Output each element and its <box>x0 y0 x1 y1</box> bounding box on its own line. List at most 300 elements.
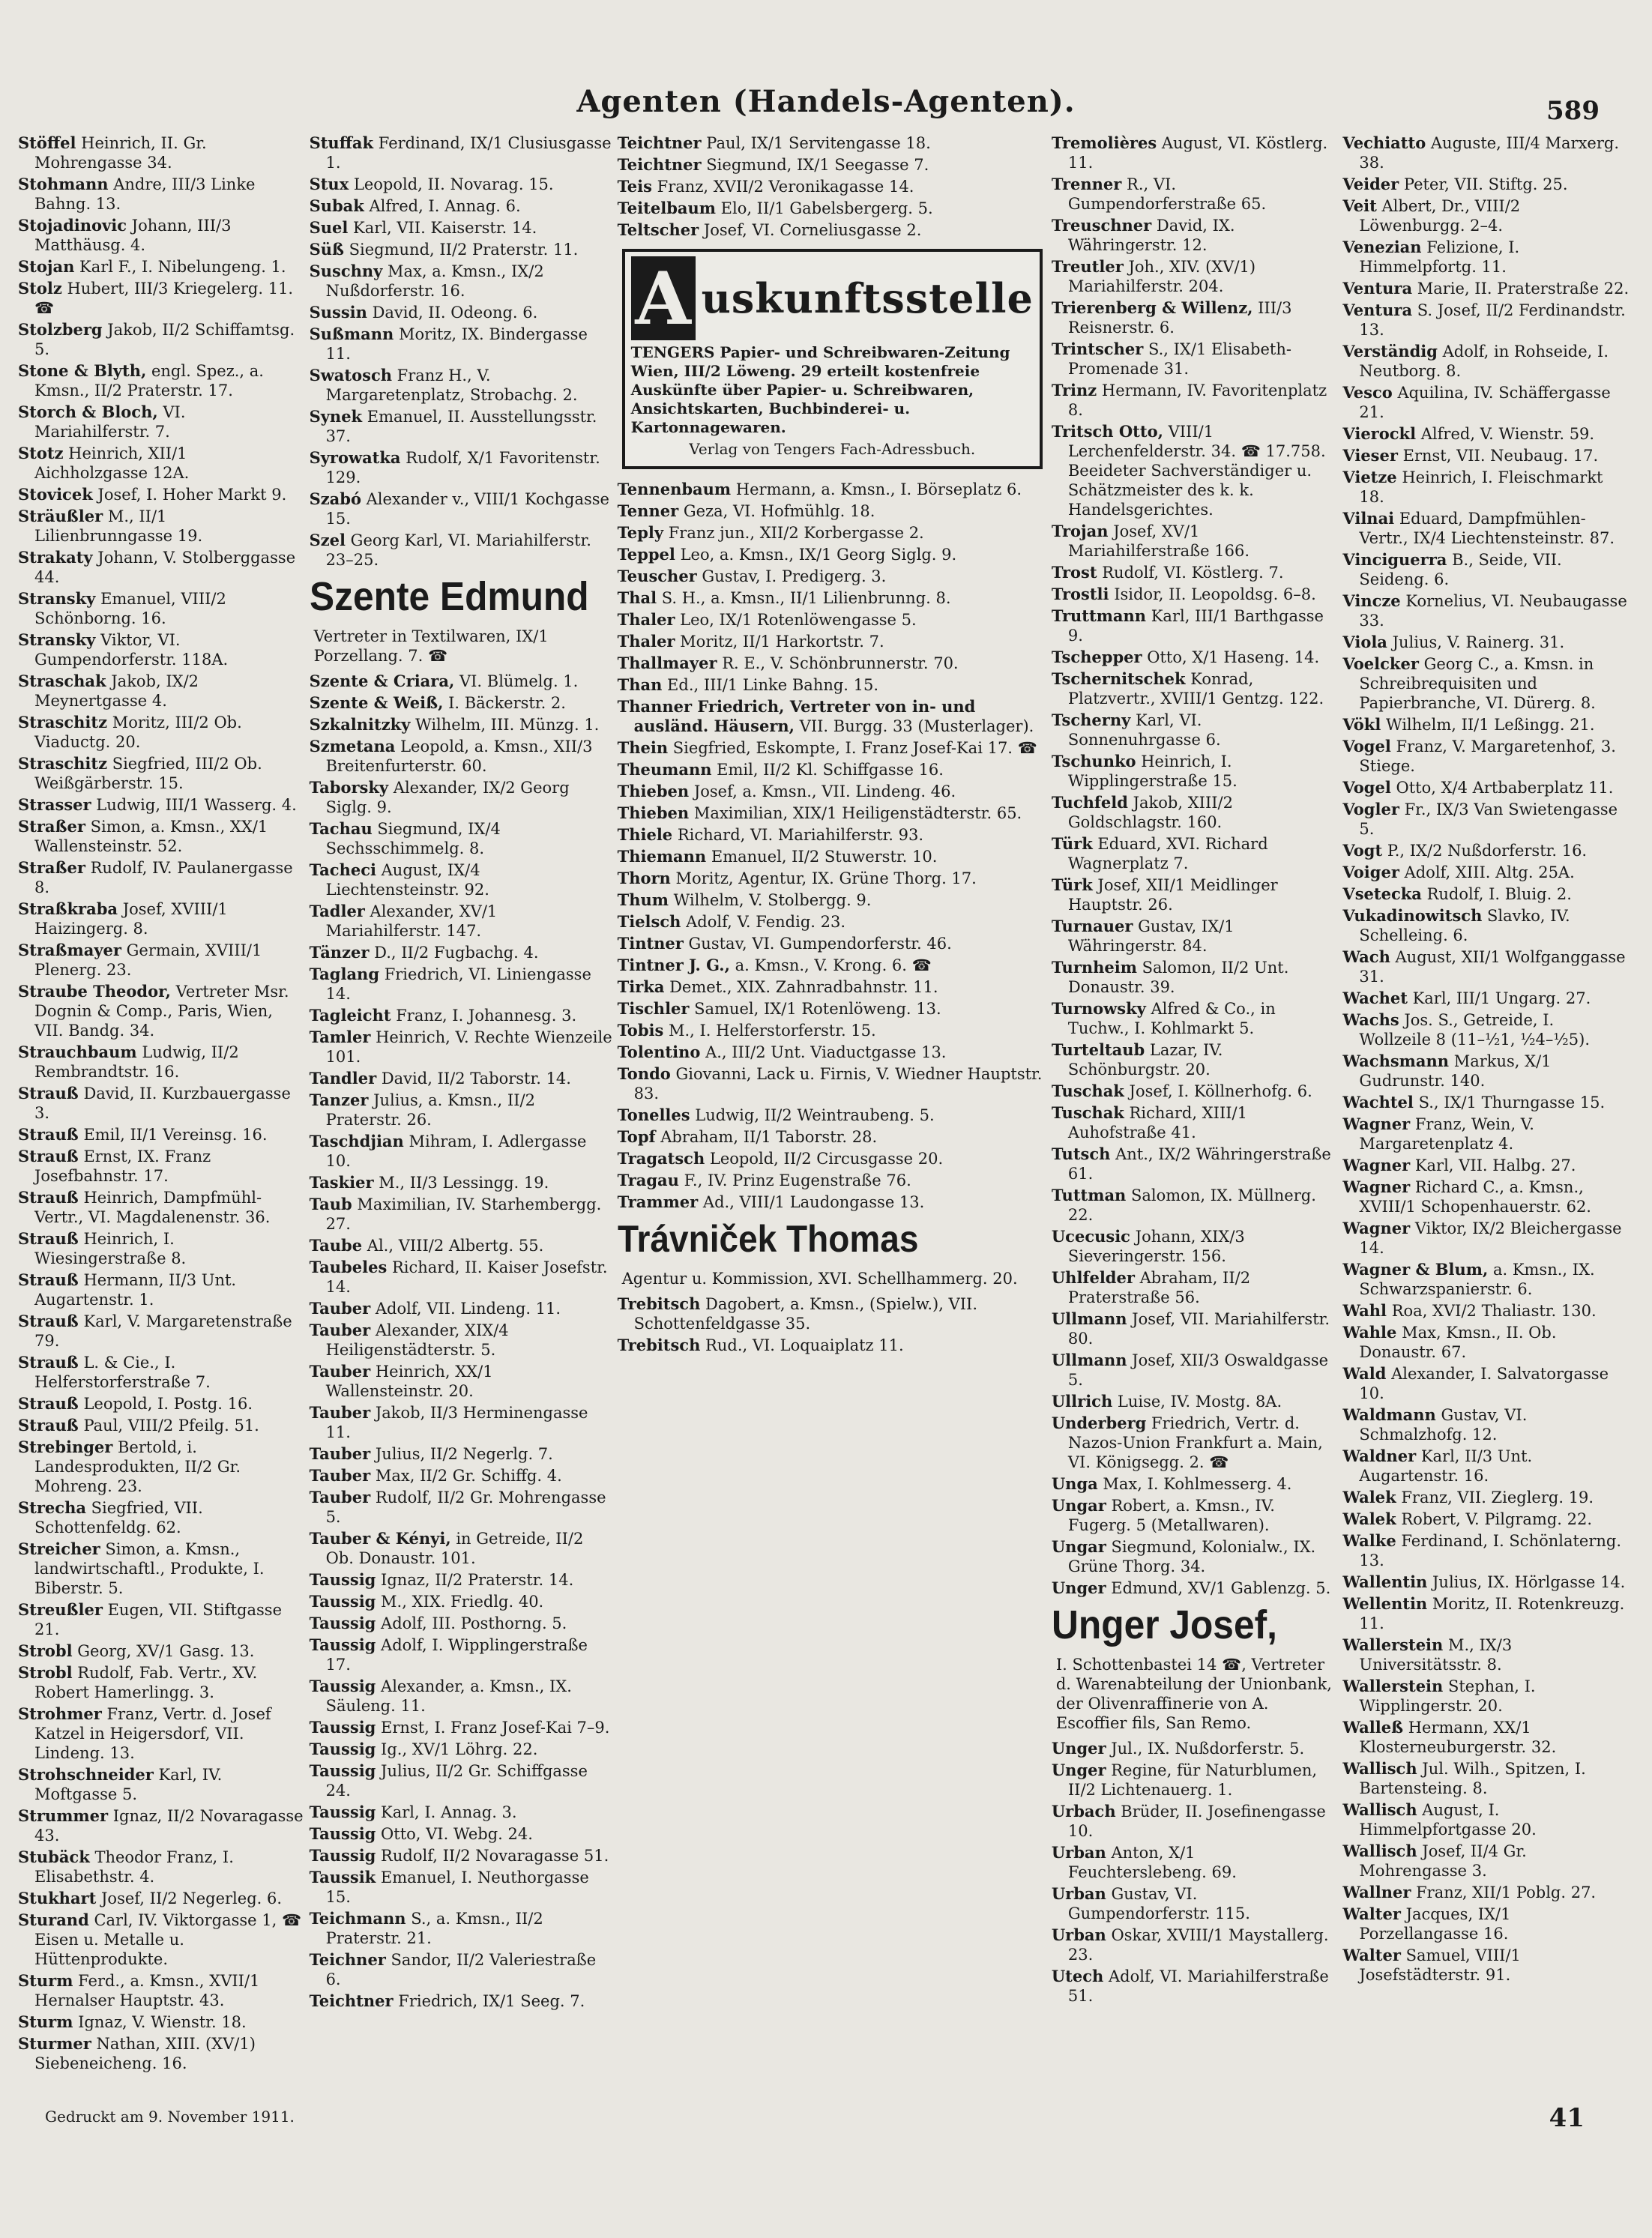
directory-entry <box>310 1529 613 1568</box>
entry-name: Teppel <box>617 545 675 564</box>
directory-entry <box>1052 1351 1339 1390</box>
entry-name: Subak <box>309 196 364 215</box>
entry-details: Konrad, Platzvertr., XVIII/1 Gentzg. 122. <box>1067 670 1324 708</box>
entry-details: Eduard, Dampfmühlen-Vertr., IX/4 Liechtensteinstr. 87. <box>1359 510 1615 547</box>
entry-details: Samuel, IX/1 Rotenlöweng. 13. <box>689 1000 941 1018</box>
entry-details: Heinrich, II. Gr. Mohrengasse 34. <box>34 134 207 172</box>
directory-entry <box>1342 841 1630 860</box>
entry-name: Sußmann <box>309 325 394 343</box>
entry-details: Abraham, II/1 Taborstr. 28. <box>655 1128 878 1146</box>
entry-details: Karl, VI. Sonnenuhrgasse 6. <box>1067 711 1221 749</box>
entry-name: Tauber <box>309 1403 371 1422</box>
directory-entry <box>1052 711 1339 749</box>
entry-details: Brüder, II. Josefinengasse 10. <box>1067 1803 1326 1840</box>
entry-name: Tauber <box>309 1362 371 1381</box>
directory-entry <box>1052 1186 1339 1225</box>
entry-name: Urban <box>1051 1925 1106 1944</box>
entry-details: Gustav, VI. Schmalzhofg. 12. <box>1359 1406 1528 1444</box>
entry-name: Taussig <box>309 1718 376 1737</box>
entry-name: Treutler <box>1051 257 1124 276</box>
directory-entry <box>1342 238 1630 277</box>
directory-entry <box>18 1600 305 1639</box>
entry-name: Strohmer <box>18 1704 102 1723</box>
entry-details: VI. Blümelg. 1. <box>454 672 579 690</box>
directory-entry <box>310 1466 613 1486</box>
entry-details: Otto, X/4 Artbaberplatz 11. <box>1390 779 1614 797</box>
entry-name: Vogler <box>1342 800 1399 818</box>
entry-name: Straube Theodor, <box>18 982 171 1001</box>
entry-name: Tonelles <box>617 1106 690 1124</box>
entry-details: Albert, Dr., VIII/2 Löwenburgg. 2–4. <box>1359 197 1521 235</box>
entry-name: Tschunko <box>1051 752 1136 770</box>
entry-details: Eugen, VII. Stiftgasse 21. <box>34 1601 283 1638</box>
entry-name: Strauß <box>18 1188 79 1207</box>
entry-name: Teichner <box>309 1950 386 1969</box>
entry-name: Syrowatka <box>309 448 401 467</box>
directory-entry <box>310 1362 613 1401</box>
directory-entry <box>18 1312 305 1351</box>
directory-entry <box>618 588 1047 608</box>
entry-name: Taussig <box>309 1846 376 1865</box>
ad-initial-letter: A <box>631 256 696 340</box>
entry-name: Walek <box>1342 1509 1396 1528</box>
directory-entry <box>1342 196 1630 235</box>
entry-details: Jul., IX. Nußdorferstr. 5. <box>1106 1740 1305 1758</box>
directory-entry <box>310 819 613 858</box>
entry-name: Straßer <box>18 817 85 836</box>
entry-details: Franz, VII. Zieglerg. 19. <box>1396 1489 1594 1506</box>
entry-name: Szabó <box>309 489 361 508</box>
entry-name: Walek <box>1342 1488 1396 1506</box>
directory-entry <box>618 545 1047 564</box>
directory-entry <box>1342 654 1630 713</box>
entry-details: Theodor Franz, I. Elisabethstr. 4. <box>34 1848 234 1886</box>
directory-entry <box>618 1294 1047 1333</box>
entry-name: Teichtner <box>309 1991 394 2010</box>
entry-details: Rudolf, X/1 Favoritenstr. 129. <box>325 449 600 486</box>
entry-details: Aquilina, IV. Schäffergasse 21. <box>1359 384 1611 421</box>
directory-entry <box>618 1127 1047 1147</box>
entry-name: Veit <box>1342 196 1377 215</box>
entry-name: Thaler <box>617 610 675 629</box>
entry-name: Walter <box>1342 1904 1401 1923</box>
directory-entry <box>1342 1635 1630 1674</box>
directory-entry <box>18 1270 305 1309</box>
entry-name: Trojan <box>1051 522 1109 540</box>
directory-entry <box>310 965 613 1004</box>
entry-details: Karl, II/3 Unt. Augartenstr. 16. <box>1359 1447 1533 1485</box>
directory-entry <box>310 1236 613 1255</box>
entry-name: Treuschner <box>1051 216 1152 235</box>
entry-name: Stransky <box>18 589 96 608</box>
entry-name: Stolz <box>18 279 62 298</box>
directory-entry <box>1342 175 1630 194</box>
entry-details: Josef, XII/1 Meidlinger Hauptstr. 26. <box>1067 876 1278 914</box>
directory-entry <box>310 1299 613 1318</box>
entry-details: August, IX/4 Liechtensteinstr. 92. <box>325 861 489 899</box>
directory-entry <box>1342 1718 1630 1757</box>
col2-a-entries <box>310 133 613 570</box>
entry-name: Unga <box>1051 1474 1098 1493</box>
entry-name: Strauß <box>18 1312 79 1330</box>
entry-details: Dagobert, a. Kmsn., (Spielw.), VII. Schottenfeldgasse 35. <box>633 1295 977 1333</box>
entry-name: Tauber & Kényi, <box>309 1529 451 1548</box>
directory-entry <box>18 1848 305 1886</box>
entry-name: Stolzberg <box>18 320 103 339</box>
directory-entry <box>18 507 305 546</box>
entry-name: Synek <box>309 407 363 426</box>
directory-entry <box>310 943 613 962</box>
directory-entry <box>1342 1177 1630 1216</box>
directory-entry <box>18 1498 305 1537</box>
entry-name: Vieser <box>1342 446 1398 465</box>
entry-name: Strasser <box>18 795 91 814</box>
entry-details: Auguste, III/4 Marxerg. 38. <box>1359 134 1620 172</box>
entry-name: Taussik <box>309 1868 376 1886</box>
directory-entry <box>618 782 1047 801</box>
entry-name: Strummer <box>18 1806 109 1825</box>
entry-details: Emil, II/2 Kl. Schiffgasse 16. <box>711 761 944 779</box>
entry-name: Sträußler <box>18 507 103 525</box>
directory-entry <box>1342 1323 1630 1362</box>
directory-entry <box>18 1765 305 1804</box>
entry-details: Max, a. Kmsn., IX/2 Nußdorferstr. 16. <box>325 262 544 300</box>
entry-details: Leo, IX/1 Rotenlöwengasse 5. <box>675 611 917 629</box>
entry-name: Türk <box>1051 875 1093 894</box>
entry-details: Heinrich, XX/1 Wallensteinstr. 20. <box>325 1363 493 1400</box>
directory-entry <box>310 778 613 817</box>
directory-entry <box>1052 606 1339 645</box>
entry-details: Marie, II. Praterstraße 22. <box>1412 280 1630 298</box>
entry-details: Gustav, I. Predigerg. 3. <box>696 567 887 585</box>
entry-name: Vilnai <box>1342 509 1395 528</box>
directory-entry <box>1052 422 1339 519</box>
directory-entry <box>18 402 305 441</box>
entry-details: Ludwig, III/1 Wasserg. 4. <box>91 796 297 814</box>
entry-name: Vsetecka <box>1342 884 1422 903</box>
entry-name: Taussig <box>309 1570 376 1589</box>
entry-name: Tragau <box>617 1171 679 1189</box>
entry-name: Suel <box>309 218 349 237</box>
entry-name: Turnowsky <box>1051 999 1146 1018</box>
col5-entries <box>1342 133 1630 1985</box>
directory-entry <box>618 1043 1047 1062</box>
entry-details: Alfred & Co., in Tuchw., I. Kohlmarkt 5. <box>1067 1000 1276 1037</box>
entry-details: Wilhelm, III. Münzg. 1. <box>410 716 600 734</box>
directory-entry <box>1052 1103 1339 1142</box>
directory-entry <box>1342 800 1630 839</box>
entry-details: Ignaz, V. Wienstr. 18. <box>73 2013 247 2031</box>
directory-entry <box>1052 1268 1339 1307</box>
directory-entry <box>618 133 1047 153</box>
directory-entry <box>1342 1405 1630 1444</box>
entry-details: Karl, III/1 Barthgasse 9. <box>1067 607 1324 645</box>
directory-entry <box>618 567 1047 586</box>
directory-entry <box>618 501 1047 521</box>
entry-name: Theumann <box>617 760 712 779</box>
entry-name: Szmetana <box>309 737 396 755</box>
entry-details: Abraham, II/2 Praterstraße 56. <box>1067 1269 1251 1306</box>
entry-details: Moritz, IX. Bindergasse 11. <box>325 325 588 363</box>
entry-details: Franz H., V. Margaretenplatz, Strobachg. 2. <box>325 367 578 404</box>
directory-entry <box>18 630 305 669</box>
entry-details: Max, Kmsn., II. Ob. Donaustr. 67. <box>1359 1324 1557 1361</box>
entry-details: Rudolf, VI. Köstlerg. 7. <box>1097 564 1284 582</box>
entry-details: Jakob, II/3 Herminengasse 11. <box>325 1404 588 1441</box>
entry-details: I. Bäckerstr. 2. <box>443 694 566 712</box>
directory-entry <box>1052 522 1339 561</box>
entry-details: Lazar, IV. Schönburgstr. 20. <box>1067 1041 1223 1079</box>
entry-details: Karl, IV. Moftgasse 5. <box>34 1766 223 1803</box>
entry-details: Heinrich, I. Wiesingerstraße 8. <box>34 1230 187 1267</box>
entry-name: Vökl <box>1342 715 1381 734</box>
entry-details: Jul. Wilh., Spitzen, I. Bartensteing. 8. <box>1359 1760 1586 1797</box>
entry-name: Underberg <box>1051 1414 1147 1432</box>
entry-details: M., I. Helferstorferstr. 15. <box>663 1022 876 1040</box>
directory-entry <box>1052 958 1339 997</box>
entry-details: Franz, XVII/2 Veronikagasse 14. <box>651 178 914 196</box>
directory-entry <box>1052 752 1339 791</box>
directory-entry <box>18 485 305 504</box>
entry-name: Tauber <box>309 1299 371 1318</box>
entry-details: Georg C., a. Kmsn. in Schreibrequisiten und Papierbranche, VI. Dürerg. 8. <box>1359 655 1596 712</box>
entry-name: Tremolières <box>1051 133 1157 152</box>
entry-details: Rudolf, II/2 Novaragasse 51. <box>376 1847 609 1865</box>
directory-entry <box>618 869 1047 888</box>
entry-details: Maximilian, XIX/1 Heiligenstädterstr. 65. <box>689 804 1022 822</box>
entry-details: Robert, a. Kmsn., IV. Fugerg. 5 (Metallwaren). <box>1067 1497 1275 1534</box>
entry-name: Wachsmann <box>1342 1052 1450 1070</box>
entry-name: Stojan <box>18 257 75 276</box>
entry-details: Richard, VI. Mariahilferstr. 93. <box>672 826 924 844</box>
entry-name: Tritsch Otto, <box>1051 422 1163 441</box>
directory-entry <box>18 795 305 815</box>
directory-entry <box>310 1132 613 1171</box>
entry-name: Tschepper <box>1051 648 1142 666</box>
entry-details: Josef, II/2 Negerleg. 6. <box>96 1889 283 1907</box>
entry-details: Heinrich, I. Wipplingerstraße 15. <box>1067 752 1238 790</box>
entry-details: Josef, II/4 Gr. Mohrengasse 3. <box>1359 1842 1527 1880</box>
directory-entry <box>618 155 1047 175</box>
entry-details: Simon, a. Kmsn., XX/1 Wallensteinstr. 52. <box>34 818 268 855</box>
directory-entry <box>1052 381 1339 420</box>
directory-entry <box>310 1173 613 1192</box>
directory-entry <box>1052 1578 1339 1598</box>
directory-entry <box>618 480 1047 499</box>
entry-details: engl. Spez., a. Kmsn., II/2 Praterstr. 17. <box>34 362 264 399</box>
entry-details: Simon, a. Kmsn., landwirtschaftl., Produkte, I. Biberstr. 5. <box>34 1540 265 1597</box>
entry-name: Thallmayer <box>617 654 717 672</box>
entry-name: Strauß <box>18 1084 79 1103</box>
directory-entry <box>1342 1093 1630 1112</box>
column-3 <box>618 133 1047 2075</box>
entry-name: Stohmann <box>18 175 109 193</box>
print-date: Gedruckt am 9. November 1911. <box>45 2108 295 2126</box>
entry-name: Stotz <box>18 444 64 462</box>
entry-name: Ullrich <box>1051 1392 1113 1411</box>
entry-name: Wallerstein <box>1342 1635 1444 1654</box>
entry-details: Karl, III/1 Ungarg. 27. <box>1407 989 1591 1007</box>
directory-entry <box>18 713 305 752</box>
entry-name: Taussig <box>309 1761 376 1780</box>
directory-entry <box>1052 1967 1339 2006</box>
directory-entry <box>310 737 613 776</box>
entry-details: Karl, VII. Kaiserstr. 14. <box>348 219 537 237</box>
entry-name: Wagner & Blum, <box>1342 1260 1489 1279</box>
column-1 <box>18 133 305 2075</box>
directory-entry <box>1342 1572 1630 1592</box>
directory-entry <box>1342 1115 1630 1153</box>
entry-name: Urbach <box>1051 1802 1116 1821</box>
directory-entry <box>310 1677 613 1716</box>
directory-entry <box>1052 563 1339 582</box>
directory-entry <box>18 1084 305 1123</box>
entry-name: Stuffak <box>309 133 374 152</box>
entry-details: Richard, XIII/1 Auhofstraße 41. <box>1067 1104 1247 1141</box>
directory-entry <box>1342 342 1630 381</box>
entry-details: Ignaz, II/2 Novaragasse 43. <box>34 1807 304 1845</box>
entry-name: Ventura <box>1342 279 1413 298</box>
entry-details: Paul, VIII/2 Pfeilg. 51. <box>78 1417 259 1435</box>
ad-heading <box>631 256 1034 340</box>
entry-name: Vesco <box>1342 383 1393 402</box>
entry-details: David, II. Odeong. 6. <box>367 304 538 322</box>
directory-entry <box>18 1889 305 1908</box>
entry-details: Ed., III/1 Linke Bahng. 15. <box>662 676 879 694</box>
entry-name: Taube <box>309 1236 363 1255</box>
entry-details: Emanuel, VIII/2 Schönborng. 16. <box>34 590 226 627</box>
entry-name: Tuttman <box>1051 1186 1127 1204</box>
col1-entries <box>18 133 305 2073</box>
entry-details: Ferd., a. Kmsn., XVII/1 Hernalser Hauptstr. 43. <box>34 1972 260 2009</box>
ad-publisher: Verlag von Tengers Fach-Adressbuch. <box>689 440 976 458</box>
directory-entry <box>1342 1509 1630 1529</box>
entry-name: Tuschak <box>1051 1082 1124 1100</box>
entry-details: Jakob, XIII/2 Goldschlagstr. 160. <box>1067 794 1233 831</box>
entry-details: VII. Burgg. 33 (Musterlager). <box>795 717 1034 735</box>
entry-name: Trammer <box>617 1192 699 1211</box>
entry-details: Jakob, II/2 Schiffamtsg. 5. <box>34 321 295 358</box>
entry-name: Tragatsch <box>617 1149 705 1168</box>
entry-name: Strauß <box>18 1270 79 1289</box>
entry-details: Demet., XIX. Zahnradbahnstr. 11. <box>664 978 938 996</box>
entry-details: Ignaz, II/2 Praterstr. 14. <box>376 1571 574 1589</box>
directory-entry <box>310 448 613 487</box>
entry-details: Stephan, I. Wipplingerstr. 20. <box>1359 1677 1536 1715</box>
col4-a-entries <box>1052 133 1339 1598</box>
entry-details: David, IX. Währingerstr. 12. <box>1067 217 1235 254</box>
entry-details: Adolf, V. Fendig. 23. <box>681 913 846 931</box>
entry-name: Tenner <box>617 501 679 520</box>
directory-entry <box>1052 1802 1339 1841</box>
directory-entry <box>1052 1227 1339 1266</box>
entry-name: Unger <box>1051 1578 1106 1597</box>
directory-entry <box>1342 509 1630 548</box>
entry-name: Tscherny <box>1051 711 1131 729</box>
column-4 <box>1052 133 1339 2075</box>
directory-entry <box>618 1106 1047 1125</box>
entry-details: Felizione, I. Himmelpfortg. 11. <box>1359 238 1520 276</box>
banner-szente-edmund: Szente Edmund <box>309 574 589 619</box>
entry-name: Strecha <box>18 1498 86 1517</box>
entry-details: Alexander, a. Kmsn., IX. Säuleng. 11. <box>325 1677 572 1715</box>
directory-entry <box>1342 884 1630 904</box>
entry-details: Salomon, II/2 Unt. Donaustr. 39. <box>1067 959 1289 996</box>
directory-entry <box>310 1444 613 1464</box>
entry-name: Wallentin <box>1342 1572 1428 1591</box>
entry-name: Taglang <box>309 965 380 983</box>
directory-entry <box>1052 999 1339 1038</box>
entry-details: Otto, X/1 Haseng. 14. <box>1142 648 1320 666</box>
directory-entry <box>310 1488 613 1527</box>
entry-details: S. Josef, II/2 Ferdinandstr. 13. <box>1359 301 1626 339</box>
directory-entry <box>310 325 613 364</box>
directory-entry <box>18 899 305 938</box>
entry-name: Tobis <box>617 1021 664 1040</box>
entry-details: Josef, XV/1 Mariahilferstraße 166. <box>1067 522 1250 560</box>
entry-name: Sussin <box>309 303 367 322</box>
entry-name: Sturand <box>18 1910 89 1929</box>
directory-entry <box>18 858 305 897</box>
entry-details: Friedrich, IX/1 Seeg. 7. <box>393 1992 585 2010</box>
entry-name: Turnheim <box>1051 958 1137 977</box>
directory-entry <box>618 847 1047 866</box>
entry-name: Thieben <box>617 803 690 822</box>
entry-details: Emanuel, I. Neuthorgasse 15. <box>325 1868 589 1906</box>
directory-entry <box>310 240 613 259</box>
entry-details: Julius, V. Rainerg. 31. <box>1387 633 1565 651</box>
directory-entry <box>1342 947 1630 986</box>
entry-name: Taussig <box>309 1677 376 1695</box>
entry-name: Tachau <box>309 819 373 838</box>
entry-name: Strobl <box>18 1663 73 1682</box>
entry-details: a. Kmsn., V. Krong. 6. ☎ <box>729 956 932 974</box>
directory-entry <box>310 531 613 570</box>
entry-name: Vinciguerra <box>1342 550 1447 569</box>
entry-name: Walke <box>1342 1531 1396 1550</box>
entry-name: Ventura <box>1342 301 1413 319</box>
entry-name: Urban <box>1051 1843 1106 1862</box>
entry-details: Franz, V. Margaretenhof, 3. Stiege. <box>1359 738 1616 775</box>
directory-entry <box>618 1171 1047 1190</box>
entry-details: Siegmund, II/2 Praterstr. 11. <box>343 241 579 259</box>
entry-name: Tanzer <box>309 1091 369 1109</box>
entry-name: Teichmann <box>309 1909 406 1928</box>
entry-name: Stransky <box>18 630 96 649</box>
directory-entry <box>618 523 1047 543</box>
entry-details: Moritz, II/1 Harkortstr. 7. <box>675 633 884 651</box>
entry-name: Strauß <box>18 1147 79 1165</box>
entry-details: Josef, I. Hoher Markt 9. <box>92 486 287 504</box>
col3-c-entries <box>618 1294 1047 1355</box>
col2-b-entries <box>310 672 613 2011</box>
directory-entry <box>310 860 613 899</box>
entry-name: Ungar <box>1051 1496 1106 1515</box>
directory-entry <box>1052 298 1339 337</box>
entry-details: Geza, VI. Hofmühlg. 18. <box>678 502 875 520</box>
banner-unger-josef: Unger Josef, <box>1051 1602 1277 1647</box>
entry-name: Thieben <box>617 782 690 800</box>
entry-name: Süß <box>309 240 344 259</box>
directory-entry <box>310 303 613 322</box>
directory-entry <box>18 1188 305 1227</box>
directory-entry <box>1052 1309 1339 1348</box>
entry-details: Alexander v., VIII/1 Kochgasse 15. <box>325 490 609 528</box>
entry-name: Stöffel <box>18 133 76 152</box>
entry-details: Joh., XIV. (XV/1) Mariahilferstr. 204. <box>1067 258 1256 295</box>
directory-entry <box>18 1229 305 1268</box>
directory-entry <box>1052 1739 1339 1758</box>
